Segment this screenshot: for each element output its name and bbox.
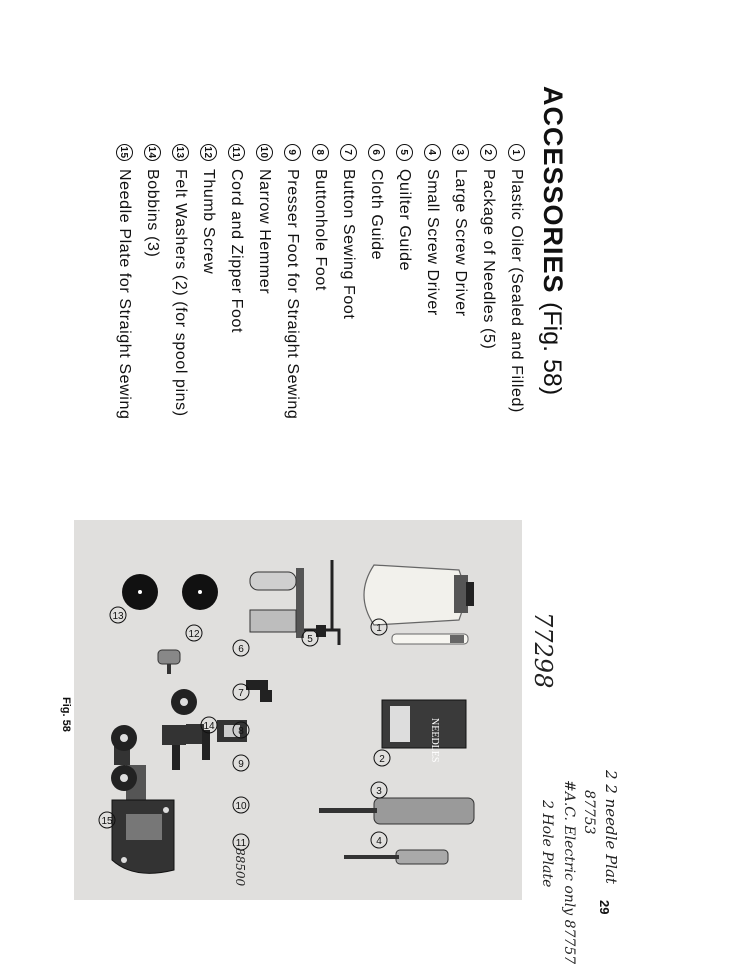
item-number: 11 <box>228 144 245 161</box>
item-number: 7 <box>340 144 357 161</box>
small-screwdriver-icon <box>344 850 448 864</box>
svg-text:3: 3 <box>376 786 382 797</box>
item-number: 10 <box>256 144 273 161</box>
list-item <box>311 144 329 291</box>
photo-label-2 <box>374 750 390 766</box>
narrow-hemmer-icon <box>162 725 186 770</box>
item-label: Thumb Screw <box>200 169 217 275</box>
item-label: Presser Foot for Straight Sewing <box>284 169 301 420</box>
item-number: 2 <box>480 144 497 161</box>
svg-text:1: 1 <box>376 623 382 634</box>
handwritten-note: #A.C. Electric only 87757 <box>561 780 577 964</box>
handwritten-note: 2 2 needle Plat <box>602 770 620 884</box>
title-text: ACCESSORIES <box>538 86 568 294</box>
list-item <box>367 144 385 260</box>
photo-label-6 <box>233 640 249 656</box>
figure-label: Fig. 58 <box>60 697 72 732</box>
handwritten-note: 2 Hole Plate <box>539 800 555 888</box>
item-number: 14 <box>144 144 161 161</box>
item-number: 15 <box>116 144 133 161</box>
needles-package-icon <box>382 700 466 762</box>
handwritten-side-note: 88500 <box>233 848 247 887</box>
svg-text:14: 14 <box>203 721 215 732</box>
svg-text:2: 2 <box>379 754 385 765</box>
photo-label-13 <box>110 607 126 623</box>
list-item <box>507 144 525 413</box>
list-item <box>171 144 189 417</box>
handwritten-code: 77298 <box>529 612 557 689</box>
figure-reference: (Fig. 58) <box>538 302 566 396</box>
item-label: Needle Plate for Straight Sewing <box>116 169 133 420</box>
oiler-bottle <box>364 565 474 625</box>
item-label: Quilter Guide <box>396 169 413 272</box>
item-label: Buttonhole Foot <box>312 169 329 291</box>
handwritten-note: 87753 <box>581 790 597 835</box>
list-item <box>255 144 273 294</box>
item-number: 4 <box>424 144 441 161</box>
item-number: 12 <box>200 144 217 161</box>
list-item <box>199 144 217 274</box>
svg-text:8: 8 <box>238 726 244 737</box>
list-item <box>423 144 441 316</box>
photo-label-14 <box>201 717 217 733</box>
list-item <box>115 144 133 419</box>
svg-text:15: 15 <box>101 816 113 827</box>
thumb-screw-icon <box>158 650 180 674</box>
page-title <box>537 86 568 395</box>
item-label: Cord and Zipper Foot <box>228 169 245 334</box>
list-item <box>395 144 413 271</box>
photo-label-12 <box>186 625 202 641</box>
photo-label-5 <box>302 630 318 646</box>
felt-washers-icon <box>122 574 218 610</box>
item-number: 8 <box>312 144 329 161</box>
photo-label-4 <box>371 832 387 848</box>
accessories-photo <box>74 520 522 900</box>
svg-text:5: 5 <box>307 634 313 645</box>
item-number: 13 <box>172 144 189 161</box>
svg-text:13: 13 <box>112 611 124 622</box>
list-item <box>283 144 301 419</box>
svg-text:4: 4 <box>376 836 382 847</box>
list-item <box>227 144 245 333</box>
item-number: 1 <box>508 144 525 161</box>
item-label: Narrow Hemmer <box>256 169 273 295</box>
list-item <box>339 144 357 319</box>
item-label: Package of Needles (5) <box>480 169 497 350</box>
list-item <box>479 144 497 349</box>
item-label: Plastic Oiler (Sealed and Filled) <box>508 169 525 413</box>
needles-package-text: NEEDLES <box>429 718 440 763</box>
cloth-guide-icon <box>250 568 304 638</box>
large-screwdriver-icon <box>319 798 474 824</box>
item-number: 6 <box>368 144 385 161</box>
photo-label-7 <box>233 684 249 700</box>
page-number: 29 <box>597 900 612 915</box>
svg-text:9: 9 <box>238 759 244 770</box>
item-label: Cloth Guide <box>368 169 385 261</box>
item-number: 3 <box>452 144 469 161</box>
item-number: 9 <box>284 144 301 161</box>
item-label: Small Screw Driver <box>424 169 441 316</box>
item-label: Bobbins (3) <box>144 169 161 258</box>
item-number: 5 <box>396 144 413 161</box>
needle-plate-icon <box>112 800 174 873</box>
button-sewing-foot-icon <box>246 680 272 702</box>
photo-label-3 <box>371 782 387 798</box>
photo-label-9 <box>233 755 249 771</box>
svg-text:12: 12 <box>188 629 200 640</box>
item-label: Large Screw Driver <box>452 169 469 317</box>
list-item <box>451 144 469 317</box>
svg-text:10: 10 <box>235 801 247 812</box>
oiler-spout <box>392 634 468 644</box>
item-label: Button Sewing Foot <box>340 169 357 320</box>
svg-text:7: 7 <box>238 688 244 699</box>
list-item <box>143 144 161 257</box>
svg-text:6: 6 <box>238 644 244 655</box>
svg-text:11: 11 <box>235 838 247 849</box>
item-label: Felt Washers (2) (for spool pins) <box>172 169 189 417</box>
photo-label-10 <box>233 797 249 813</box>
